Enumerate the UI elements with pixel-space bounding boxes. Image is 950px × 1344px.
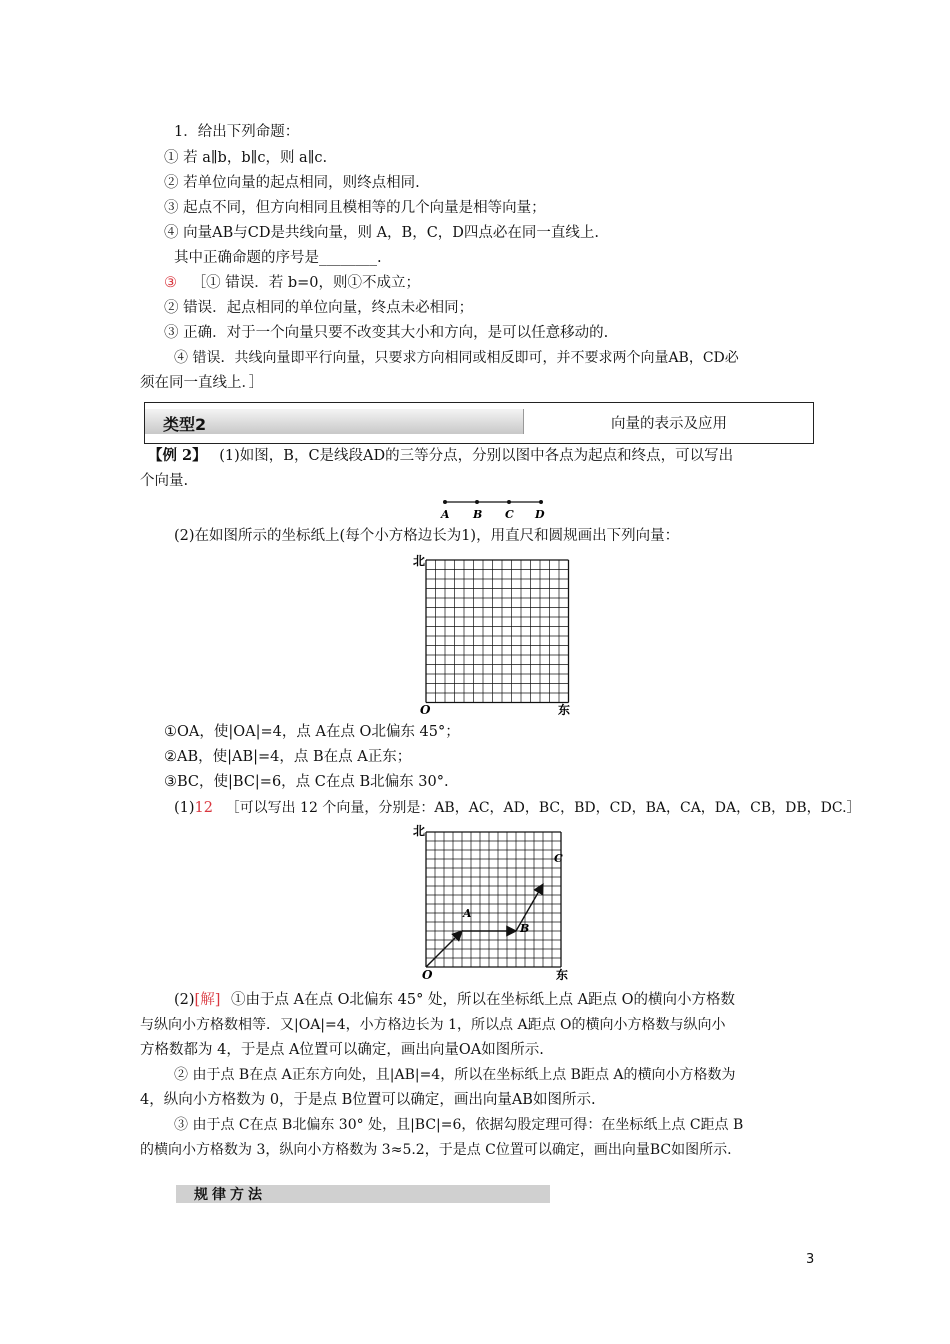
- problem1-question: 其中正确命题的序号是________.: [174, 250, 382, 266]
- vector-requirement-1: ①OA，使|OA|=4，点 A在点 O北偏东 45°；: [164, 724, 460, 740]
- segment-point-c: [507, 500, 511, 504]
- answer2-line7: 的横向小方格数为 3，纵向小方格数为 3≈5.2，于是点 C位置可以确定，画出向量BC如图所示.: [140, 1142, 732, 1158]
- answer2-line3: 方格数都为 4，于是点 A位置可以确定，画出向量OA如图所示.: [140, 1042, 544, 1058]
- solution-line-1: ［① 错误．若 b=0，则①不成立；: [191, 275, 420, 291]
- segment-point-d: [539, 500, 543, 504]
- solution-line-3: ③ 正确．对于一个向量只要不改变其大小和方向，是可以任意移动的.: [164, 325, 609, 341]
- answer2-line2: 与纵向小方格数相等．又|OA|=4，小方格边长为 1，所以点 A距点 O的横向小方格数与纵向小: [140, 1017, 726, 1033]
- grid-north-label: 北: [413, 824, 426, 838]
- grid-origin-label: O: [420, 703, 431, 717]
- answer1-text: ［可以写出 12 个向量，分别是：AB，AC，AD，BC，BD，CD，BA，CA，DA，CB，DB，DC.］: [225, 800, 861, 816]
- page-number: 3: [806, 1252, 815, 1267]
- proposition-1: ① 若 a∥b，b∥c，则 a∥c.: [164, 150, 328, 166]
- grid-east-label: 东: [558, 703, 571, 717]
- vector-requirement-2: ②AB，使|AB|=4，点 B在点 A正东；: [164, 749, 412, 765]
- segment-label-a: A: [441, 508, 450, 521]
- problem1-answer: ③: [164, 275, 177, 291]
- point-a-label: A: [463, 907, 472, 920]
- proposition-4: ④ 向量AB与CD是共线向量，则 A，B，C，D四点必在同一直线上.: [164, 225, 600, 241]
- grid-origin-label: O: [422, 968, 433, 982]
- problem1-stem: 1．给出下列命题：: [174, 124, 300, 140]
- answer2-line4: ② 由于点 B在点 A正东方向处，且|AB|=4，所以在坐标纸上点 B距点 A的横向小方格数为: [174, 1067, 736, 1083]
- answer2-line5: 4，纵向小方格数为 0，于是点 B位置可以确定，画出向量AB如图所示.: [140, 1092, 596, 1108]
- segment-label-c: C: [505, 508, 514, 521]
- segment-point-a: [443, 500, 447, 504]
- segment-label-b: B: [473, 508, 483, 521]
- rule-header: [176, 1185, 550, 1203]
- example-q1-line1: (1)如图，B，C是线段AD的三等分点，分别以图中各点为起点和终点，可以写出: [219, 448, 734, 464]
- segment-label-d: D: [535, 508, 545, 521]
- grid-east-label: 东: [556, 968, 569, 982]
- solution-line-4b: 须在同一直线上．］: [140, 375, 264, 391]
- grid-figure-answer: [406, 822, 586, 984]
- grid-north-label: 北: [413, 554, 426, 568]
- proposition-2: ② 若单位向量的起点相同，则终点相同.: [164, 175, 420, 191]
- solution-line-2: ② 错误．起点相同的单位向量，终点未必相同；: [164, 300, 474, 316]
- type-header-bar: [145, 409, 524, 434]
- solution-line-4a: ④ 错误．共线向量即平行向量，只要求方向相同或相反即可，并不要求两个向量AB，CD必: [174, 350, 739, 366]
- type-header: [144, 402, 814, 444]
- point-b-label: B: [520, 922, 530, 935]
- vector-requirement-3: ③BC，使|BC|=6，点 C在点 B北偏东 30°.: [164, 774, 449, 790]
- rule-header-label: 规律方法: [194, 1187, 266, 1203]
- example-q2: (2)在如图所示的坐标纸上(每个小方格边长为1)，用直尺和圆规画出下列向量：: [174, 528, 680, 544]
- answer1-prefix: (1): [174, 800, 195, 816]
- answer2-line1: ①由于点 A在点 O北偏东 45° 处，所以在坐标纸上点 A距点 O的横向小方格数: [230, 992, 736, 1008]
- example-q1-line2: 个向量.: [140, 473, 189, 489]
- type-header-label: 类型2: [163, 415, 207, 434]
- answer2-prefix: (2): [174, 992, 195, 1008]
- grid-lines: [426, 560, 569, 703]
- answer2-line6: ③ 由于点 C在点 B北偏东 30° 处，且|BC|=6，依据勾股定理可得：在坐标纸上点 C距点 B: [174, 1117, 744, 1133]
- answer1-value: 12: [194, 800, 213, 816]
- proposition-3: ③ 起点不同，但方向相同且模相等的几个向量是相等向量；: [164, 200, 546, 216]
- type-header-title: 向量的表示及应用: [611, 416, 727, 432]
- segment-figure: [430, 494, 550, 524]
- example-tag: 【例 2】: [148, 447, 207, 464]
- answer2-tag: [解]: [194, 992, 221, 1008]
- point-c-label: C: [554, 852, 563, 865]
- segment-point-b: [475, 500, 479, 504]
- grid-figure-question: [406, 550, 586, 718]
